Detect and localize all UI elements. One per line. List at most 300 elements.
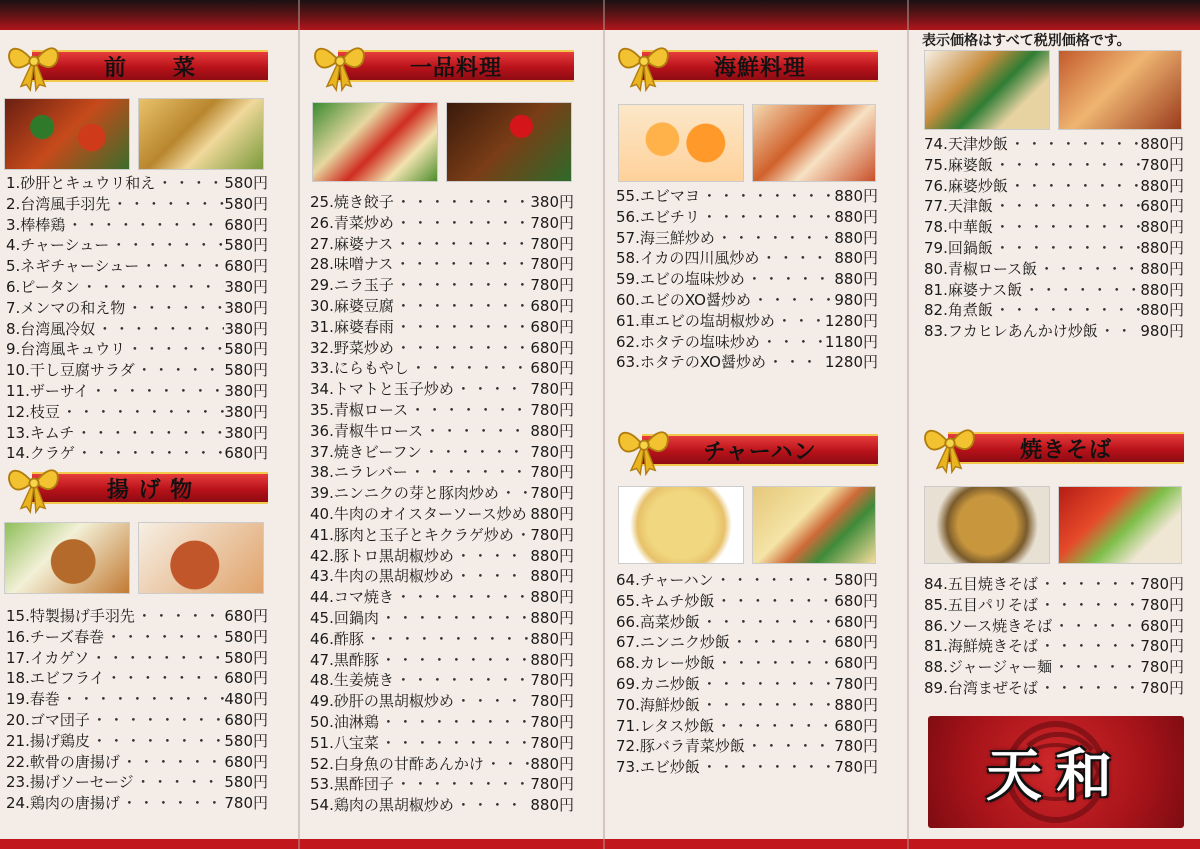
dot-leader [408,400,530,421]
menu-item-price: 880円 [834,249,878,268]
menu-item-name: 57.海三鮮炒め [616,228,715,247]
dot-leader [700,186,835,207]
ribbon-bow-icon [308,36,372,92]
menu-item [616,632,878,653]
menu-item-price: 880円 [530,504,574,523]
menu-item-price: 680円 [224,257,268,276]
dot-leader [454,795,531,816]
menu-item-name: 74.天津炒飯 [924,135,1008,153]
menu-item [310,525,574,546]
menu-item-name: 48.生姜焼き [310,671,394,690]
menu-item [310,275,574,296]
menu-item-price: 880円 [530,588,574,607]
dot-leader [89,648,224,669]
menu-item [6,339,268,360]
menu-item [6,606,268,627]
menu-item [924,134,1184,155]
menu-item-name: 53.黒酢団子 [310,775,394,794]
menu-item-name: 61.車エビの塩胡椒炒め [616,311,775,330]
dot-leader [104,668,224,689]
menu-item-name: 34.トマトと玉子炒め [310,380,454,399]
section-title: 一品料理 [338,50,574,82]
menu-item-name: 37.焼きビーフン [310,442,422,461]
dot-leader [60,689,225,710]
dot-leader [65,215,224,236]
menu-item-name: 1.砂肝とキュウリ和え [6,174,156,192]
menu-item-price: 680円 [834,716,878,735]
menu-item-price: 880円 [834,187,878,205]
menu-item [310,650,574,671]
photo-row [924,50,1182,130]
menu-item [616,591,878,612]
menu-item-price: 680円 [224,444,268,463]
dot-leader [80,277,225,298]
menu-item [616,674,878,695]
menu-item [6,793,268,814]
menu-item-price: 580円 [224,773,268,792]
menu-item-price: 780円 [530,712,574,731]
menu-item [924,595,1184,616]
menu-item-price: 880円 [1140,280,1184,299]
menu-item-price: 780円 [1140,155,1184,174]
menu-item-price: 680円 [1140,197,1184,216]
dot-leader [60,402,225,423]
menu-item-price: 780円 [530,484,574,503]
menu-item-price: 780円 [530,463,574,482]
dot-leader [125,339,224,360]
menu-item [924,300,1184,321]
menu-item [310,566,574,587]
menu-item-price: 780円 [530,380,574,399]
menu-item-price: 780円 [1140,637,1184,656]
menu-item-price: 780円 [1140,678,1184,697]
photo-row [4,522,264,594]
dot-leader [120,752,225,773]
menu-item-name: 77.天津飯 [924,197,993,216]
dot-leader [90,710,225,731]
dot-leader [393,254,530,275]
menu-list [616,570,878,778]
dot-leader [74,423,224,444]
menu-item-price: 780円 [1140,658,1184,677]
bottom-border [0,839,1200,849]
dish-photo [924,50,1050,130]
menu-item-price: 880円 [1140,238,1184,257]
menu-item-price: 880円 [530,421,574,440]
menu-item-name: 2.台湾風手羽先 [6,194,111,213]
dot-leader [1038,574,1141,595]
menu-item [616,290,878,311]
menu-item [924,616,1184,637]
menu-item-price: 380円 [224,423,268,442]
menu-item [310,192,574,213]
dot-leader [1008,134,1141,155]
menu-item-price: 780円 [1140,575,1184,593]
menu-item-name: 5.ネギチャーシュー [6,257,140,276]
menu-item-price: 880円 [530,608,574,627]
menu-item-price: 880円 [530,629,574,648]
menu-item-price: 780円 [530,276,574,295]
dot-leader [89,381,225,402]
menu-item-price: 780円 [834,674,878,693]
menu-item [924,238,1184,259]
dot-leader [993,155,1141,176]
menu-item [616,695,878,716]
dot-leader [1098,321,1141,342]
menu-item-price: 880円 [1140,259,1184,278]
menu-item-name: 58.イカの四川風炒め [616,249,760,268]
menu-item-price: 680円 [834,654,878,673]
menu-item-name: 66.高菜炒飯 [616,612,700,631]
menu-item-name: 89.台湾まぜそば [924,678,1038,697]
menu-item-price: 780円 [530,733,574,752]
menu-item [310,379,574,400]
menu-item-name: 11.ザーサイ [6,381,89,400]
menu-item-name: 6.ピータン [6,277,80,296]
menu-item-price: 380円 [224,277,268,296]
dot-leader [700,757,835,778]
menu-item-name: 13.キムチ [6,423,75,442]
dish-photo [1058,486,1182,564]
ribbon-bow-icon [612,420,676,476]
menu-item [616,248,878,269]
dot-leader [90,731,225,752]
dish-photo [446,102,572,182]
dot-leader [1052,657,1140,678]
menu-item-name: 54.鶏肉の黒胡椒炒め [310,796,454,815]
menu-item [310,670,574,691]
menu-item-price: 880円 [834,207,878,226]
menu-item-name: 44.コマ焼き [310,588,394,607]
dot-leader [1038,678,1141,699]
menu-item-name: 33.にらもやし [310,359,409,378]
menu-item [6,256,268,277]
menu-item-price: 780円 [530,775,574,794]
photo-row [618,104,876,182]
menu-item-name: 28.味噌ナス [310,255,394,274]
menu-item [924,636,1184,657]
menu-item-name: 41.豚肉と玉子とキクラゲ炒め [310,525,514,544]
menu-item [6,194,268,215]
menu-item-name: 29.ニラ玉子 [310,276,394,295]
menu-item [616,570,878,591]
logo-text: 天和 [986,743,1126,809]
menu-item [310,795,574,816]
menu-item [310,338,574,359]
dot-leader [745,736,835,757]
menu-item-price: 880円 [530,546,574,565]
menu-item-price: 780円 [530,671,574,690]
menu-item-price: 780円 [530,234,574,253]
dot-leader [125,298,224,319]
menu-list [616,186,878,373]
menu-item-name: 43.牛肉の黒胡椒炒め [310,567,454,586]
menu-item-name: 63.ホタテのXO醤炒め [616,353,766,372]
menu-item [6,648,268,669]
menu-item-price: 780円 [530,213,574,232]
menu-item [6,402,268,423]
menu-item-price: 880円 [834,695,878,714]
dot-leader [408,462,531,483]
dot-leader [730,632,835,653]
menu-item [616,716,878,737]
dot-leader [700,207,835,228]
menu-item [310,442,574,463]
dot-leader [364,629,531,650]
ribbon-bow-icon [918,418,982,474]
ribbon-bow-icon [612,36,676,92]
fold-line [907,0,909,849]
menu-item-price: 980円 [834,290,878,309]
menu-item-name: 65.キムチ炒飯 [616,591,715,610]
menu-item-name: 70.海鮮炒飯 [616,695,700,714]
menu-item-name: 17.イカゲソ [6,648,90,667]
menu-item-name: 38.ニラレバー [310,463,408,482]
menu-item-name: 76.麻婆炒飯 [924,176,1008,195]
dot-leader [394,587,531,608]
dot-leader [394,213,531,234]
section-header [4,34,268,81]
menu-item [924,321,1184,342]
menu-item-name: 32.野菜炒め [310,338,394,357]
menu-item-price: 1280円 [824,353,878,372]
menu-item-name: 36.青椒牛ロース [310,421,424,440]
dish-photo [4,98,130,170]
menu-item-price: 580円 [224,627,268,646]
menu-item-name: 83.フカヒレあんかけ炒飯 [924,322,1098,341]
photo-row [924,486,1182,564]
menu-item-name: 62.ホタテの塩味炒め [616,332,760,351]
menu-item [310,358,574,379]
menu-item-price: 880円 [1140,301,1184,320]
menu-item-price: 580円 [834,571,878,589]
menu-item-price: 680円 [224,669,268,688]
menu-item [924,176,1184,197]
menu-item-name: 75.麻婆飯 [924,155,993,174]
menu-item-price: 480円 [224,690,268,709]
menu-item-name: 51.八宝菜 [310,733,379,752]
dot-leader [394,670,531,691]
menu-item-name: 79.回鍋飯 [924,238,993,257]
menu-item-price: 680円 [224,710,268,729]
menu-item [924,657,1184,678]
dot-leader [423,421,530,442]
menu-item-price: 880円 [530,796,574,815]
menu-item-name: 9.台湾風キュウリ [6,340,126,359]
menu-item-price: 780円 [530,442,574,461]
menu-list [6,606,268,814]
menu-item-name: 20.ゴマ団子 [6,710,90,729]
menu-item-price: 680円 [834,591,878,610]
menu-item-name: 35.青椒ロース [310,400,409,419]
menu-item [310,296,574,317]
menu-item [310,462,574,483]
menu-item-name: 59.エビの塩味炒め [616,270,745,289]
dot-leader [714,570,835,591]
section-header [614,418,878,465]
menu-item [924,259,1184,280]
menu-item [310,733,574,754]
dot-leader [379,712,531,733]
menu-item-price: 580円 [224,361,268,380]
menu-item [616,269,878,290]
menu-item [616,757,878,778]
menu-item-price: 580円 [224,648,268,667]
dot-leader [993,238,1141,259]
menu-item [310,629,574,650]
menu-item-price: 880円 [530,650,574,669]
dish-photo [312,102,438,182]
menu-item-price: 680円 [834,612,878,631]
menu-item-price: 580円 [224,731,268,750]
dish-photo [752,486,876,564]
menu-item [924,574,1184,595]
dot-leader [745,269,835,290]
menu-list [310,192,574,816]
menu-item-price: 380円 [224,402,268,421]
dot-leader [714,591,834,612]
menu-item-price: 880円 [1140,176,1184,195]
section-title: 焼きそば [948,432,1184,464]
menu-item-name: 27.麻婆ナス [310,234,394,253]
menu-item-name: 67.ニンニク炒飯 [616,633,730,652]
menu-item [924,678,1184,699]
menu-item [616,228,878,249]
section-title: チャーハン [642,434,878,466]
menu-item-price: 580円 [224,194,268,213]
menu-item-name: 72.豚バラ青菜炒飯 [616,737,745,756]
photo-row [312,102,572,182]
dot-leader [422,442,530,463]
menu-item-price: 780円 [530,692,574,711]
dot-leader [751,290,834,311]
menu-item-price: 880円 [530,567,574,586]
menu-item-name: 26.青菜炒め [310,213,394,232]
menu-item-name: 68.カレー炒飯 [616,654,715,673]
menu-item-price: 880円 [1140,135,1184,153]
dot-leader [993,217,1141,238]
menu-item [310,213,574,234]
section-header [310,34,574,81]
menu-item-price: 380円 [224,298,268,317]
dish-photo [924,486,1050,564]
dot-leader [104,627,224,648]
menu-item-name: 25.焼き餃子 [310,193,394,211]
dot-leader [1037,259,1140,280]
section-header [4,456,268,503]
top-border [0,0,1200,30]
section-title: 海鮮料理 [642,50,878,82]
menu-item-name: 7.メンマの和え物 [6,298,126,317]
menu-item-name: 46.酢豚 [310,629,364,648]
menu-item [616,736,878,757]
menu-item-name: 73.エビ炒飯 [616,758,700,777]
dot-leader [454,379,531,400]
menu-item-name: 69.カニ炒飯 [616,674,700,693]
menu-item-price: 680円 [834,633,878,652]
menu-item-name: 86.ソース焼きそば [924,616,1053,635]
ribbon-bow-icon [2,458,66,514]
menu-item [310,400,574,421]
menu-item-price: 780円 [224,794,268,813]
menu-item-name: 82.角煮飯 [924,301,993,320]
menu-item [616,352,878,373]
menu-item [6,772,268,793]
dot-leader [775,311,825,332]
menu-item-price: 880円 [1140,218,1184,237]
menu-item-name: 71.レタス炒飯 [616,716,715,735]
menu-item-price: 780円 [530,400,574,419]
menu-item [6,277,268,298]
menu-item-name: 19.春巻 [6,690,60,709]
menu-item [6,423,268,444]
dot-leader [993,196,1141,217]
menu-item-price: 880円 [834,270,878,289]
dot-leader [379,608,531,629]
menu-item-name: 4.チャーシュー [6,236,110,255]
menu-item-price: 380円 [224,319,268,338]
menu-item [6,689,268,710]
menu-item [6,215,268,236]
menu-item [310,421,574,442]
dot-leader [394,296,531,317]
dot-leader [714,716,834,737]
dot-leader [379,650,531,671]
menu-item-name: 52.白身魚の甘酢あんかけ [310,754,484,773]
dish-photo [138,98,264,170]
menu-item [616,612,878,633]
menu-item-price: 880円 [530,754,574,773]
menu-item-price: 780円 [530,525,574,544]
menu-item-name: 56.エビチリ [616,207,700,226]
dish-photo [4,522,130,594]
dot-leader [409,358,531,379]
dot-leader [379,733,531,754]
menu-list [6,173,268,464]
dot-leader [715,228,835,249]
menu-item-price: 380円 [530,193,574,211]
menu-item [6,298,268,319]
menu-item [310,483,574,504]
menu-item-name: 10.干し豆腐サラダ [6,361,135,380]
dish-photo [138,522,264,594]
menu-item-price: 380円 [224,381,268,400]
menu-item [6,710,268,731]
restaurant-logo [928,716,1184,828]
section-title: 前 菜 [32,50,268,82]
dot-leader [394,774,531,795]
menu-item [6,668,268,689]
menu-item [616,332,878,353]
menu-item [6,360,268,381]
dot-leader [1022,280,1140,301]
menu-item-price: 680円 [530,359,574,378]
menu-list [924,134,1184,342]
dot-leader [135,606,225,627]
dot-leader [1038,636,1141,657]
dot-leader [454,546,531,567]
menu-item [6,173,268,194]
menu-item-price: 580円 [224,174,268,192]
menu-item [616,311,878,332]
menu-item-name: 24.鶏肉の唐揚げ [6,794,120,813]
dot-leader [394,317,531,338]
menu-item-price: 880円 [834,228,878,247]
fold-line [298,0,300,849]
menu-item [924,280,1184,301]
menu-item-name: 81.麻婆ナス飯 [924,280,1023,299]
dot-leader [993,300,1141,321]
